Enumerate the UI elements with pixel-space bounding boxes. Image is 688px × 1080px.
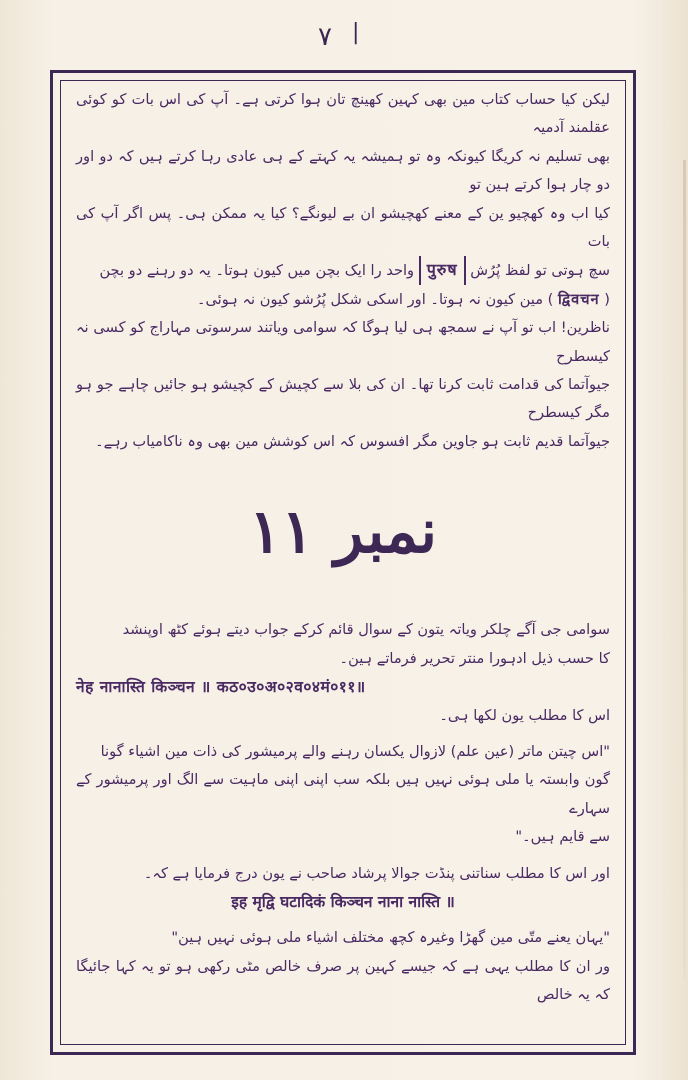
quote-line: گون وابستہ یا ملی ہوئی نہیں ہیں بلکہ سب اپنی اپنی ماہیت سے الگ اور پرمیشور کے سہارے bbox=[76, 771, 610, 817]
text-line: کا حسب ذیل ادہورا منتر تحریر فرماتے ہین۔ bbox=[339, 649, 610, 667]
quote-line: "اس چیتن ماتر (عین علم) لازوال یکسان رہنے والے پرمیشور کی ذات مین اشیاء گونا bbox=[100, 742, 610, 760]
text-line: اور اس کا مطلب سناتنی پنڈت جوالا پرشاد صاحب نے یون درج فرمایا ہے کہ۔ bbox=[143, 864, 610, 882]
text-line bbox=[76, 286, 610, 314]
page-edge bbox=[683, 160, 686, 980]
quote-line: سے قایم ہیں۔" bbox=[515, 828, 610, 846]
text-line: ناظرین! اب تو آپ نے سمجھ ہی لیا ہوگا کہ سوامی ویاتند سرسوتی مہاراج کو کسی نہ کیسطرح bbox=[76, 319, 610, 365]
text-line: لیکن کیا حساب کتاب مین بھی کہین کھینچ تان ہوا کرتی ہے۔ آپ کی اس بات کو کوئی عقلمند آدمیہ bbox=[76, 91, 610, 137]
page-mark: | bbox=[352, 20, 360, 45]
text-line: سوامی جی آگے چلکر ویاتہ یتون کے سوال قائم کرکے جواب دیتے ہوئے کٹھ اوپنشد bbox=[122, 621, 610, 639]
line4-prefix: سچ ہوتی تو لفظ پُرُش bbox=[470, 262, 610, 280]
text-line bbox=[76, 256, 610, 285]
text-body bbox=[76, 86, 610, 1010]
section-heading: نمبر ۱۱ bbox=[249, 497, 437, 568]
sanskrit-quote-2: इह मृद्वि घटादिकं किञ्चन नाना नास्ति ॥ bbox=[231, 892, 455, 911]
line5-suffix: ) مین کیون نہ ہوتا۔ اور اسکی شکل پُرُشو کیون نہ ہوئی۔ bbox=[196, 290, 554, 308]
hindi-word-dvivachan: द्विवचन bbox=[558, 290, 600, 308]
text-line: جیوآتما قدیم ثابت ہو جاوین مگر افسوس کہ اس کوشش مین بھی وہ ناکامیاب رہے۔ bbox=[95, 432, 610, 450]
text-line: جیوآتما کی قدامت ثابت کرنا تھا۔ ان کی بلا سے کچیش کے کچیشو ہو جائیں چاہے جو ہو مگر کیسطرح bbox=[76, 376, 610, 422]
text-line: اس کا مطلب یون لکھا ہی۔ bbox=[439, 706, 610, 724]
line4-suffix: واحد را ایک بچن میں کیون ہوتا۔ یہ دو رہنے دو بچن bbox=[99, 262, 415, 280]
hindi-word-purush: पुरुष bbox=[419, 256, 466, 284]
line5-open: ( bbox=[604, 290, 610, 308]
text-line: "یہان یعنے متّی مین گھڑا وغیرہ کچھ مختلف اشیاء ملی ہوئی نہیں ہین" bbox=[171, 929, 610, 947]
text-line: بھی تسلیم نہ کریگا کیونکہ وہ تو ہمیشہ یہ کہتے کے ہی عادی رہا کرتے ہیں کہ دو اور دو چار ہوا کرتے ہین تو bbox=[76, 147, 610, 194]
sanskrit-quote: नेह नानास्ति किञ्चन ॥ कठ०उ०अ०२व०४मं०११॥ bbox=[76, 678, 366, 697]
page-number: ٧ bbox=[318, 22, 332, 52]
text-line: ور ان کا مطلب یہی ہے کہ جیسے کہین پر صرف خالص مٹی رکھی ہو تو یہ کہا جائیگا کہ یہ خالص bbox=[76, 957, 610, 1004]
text-line: کیا اب وہ کھچیو ین کے معنے کھچیشو ان بے لیونگے؟ کیا یہ ممکن ہی۔ پس اگر آپ کی بات bbox=[76, 204, 610, 251]
